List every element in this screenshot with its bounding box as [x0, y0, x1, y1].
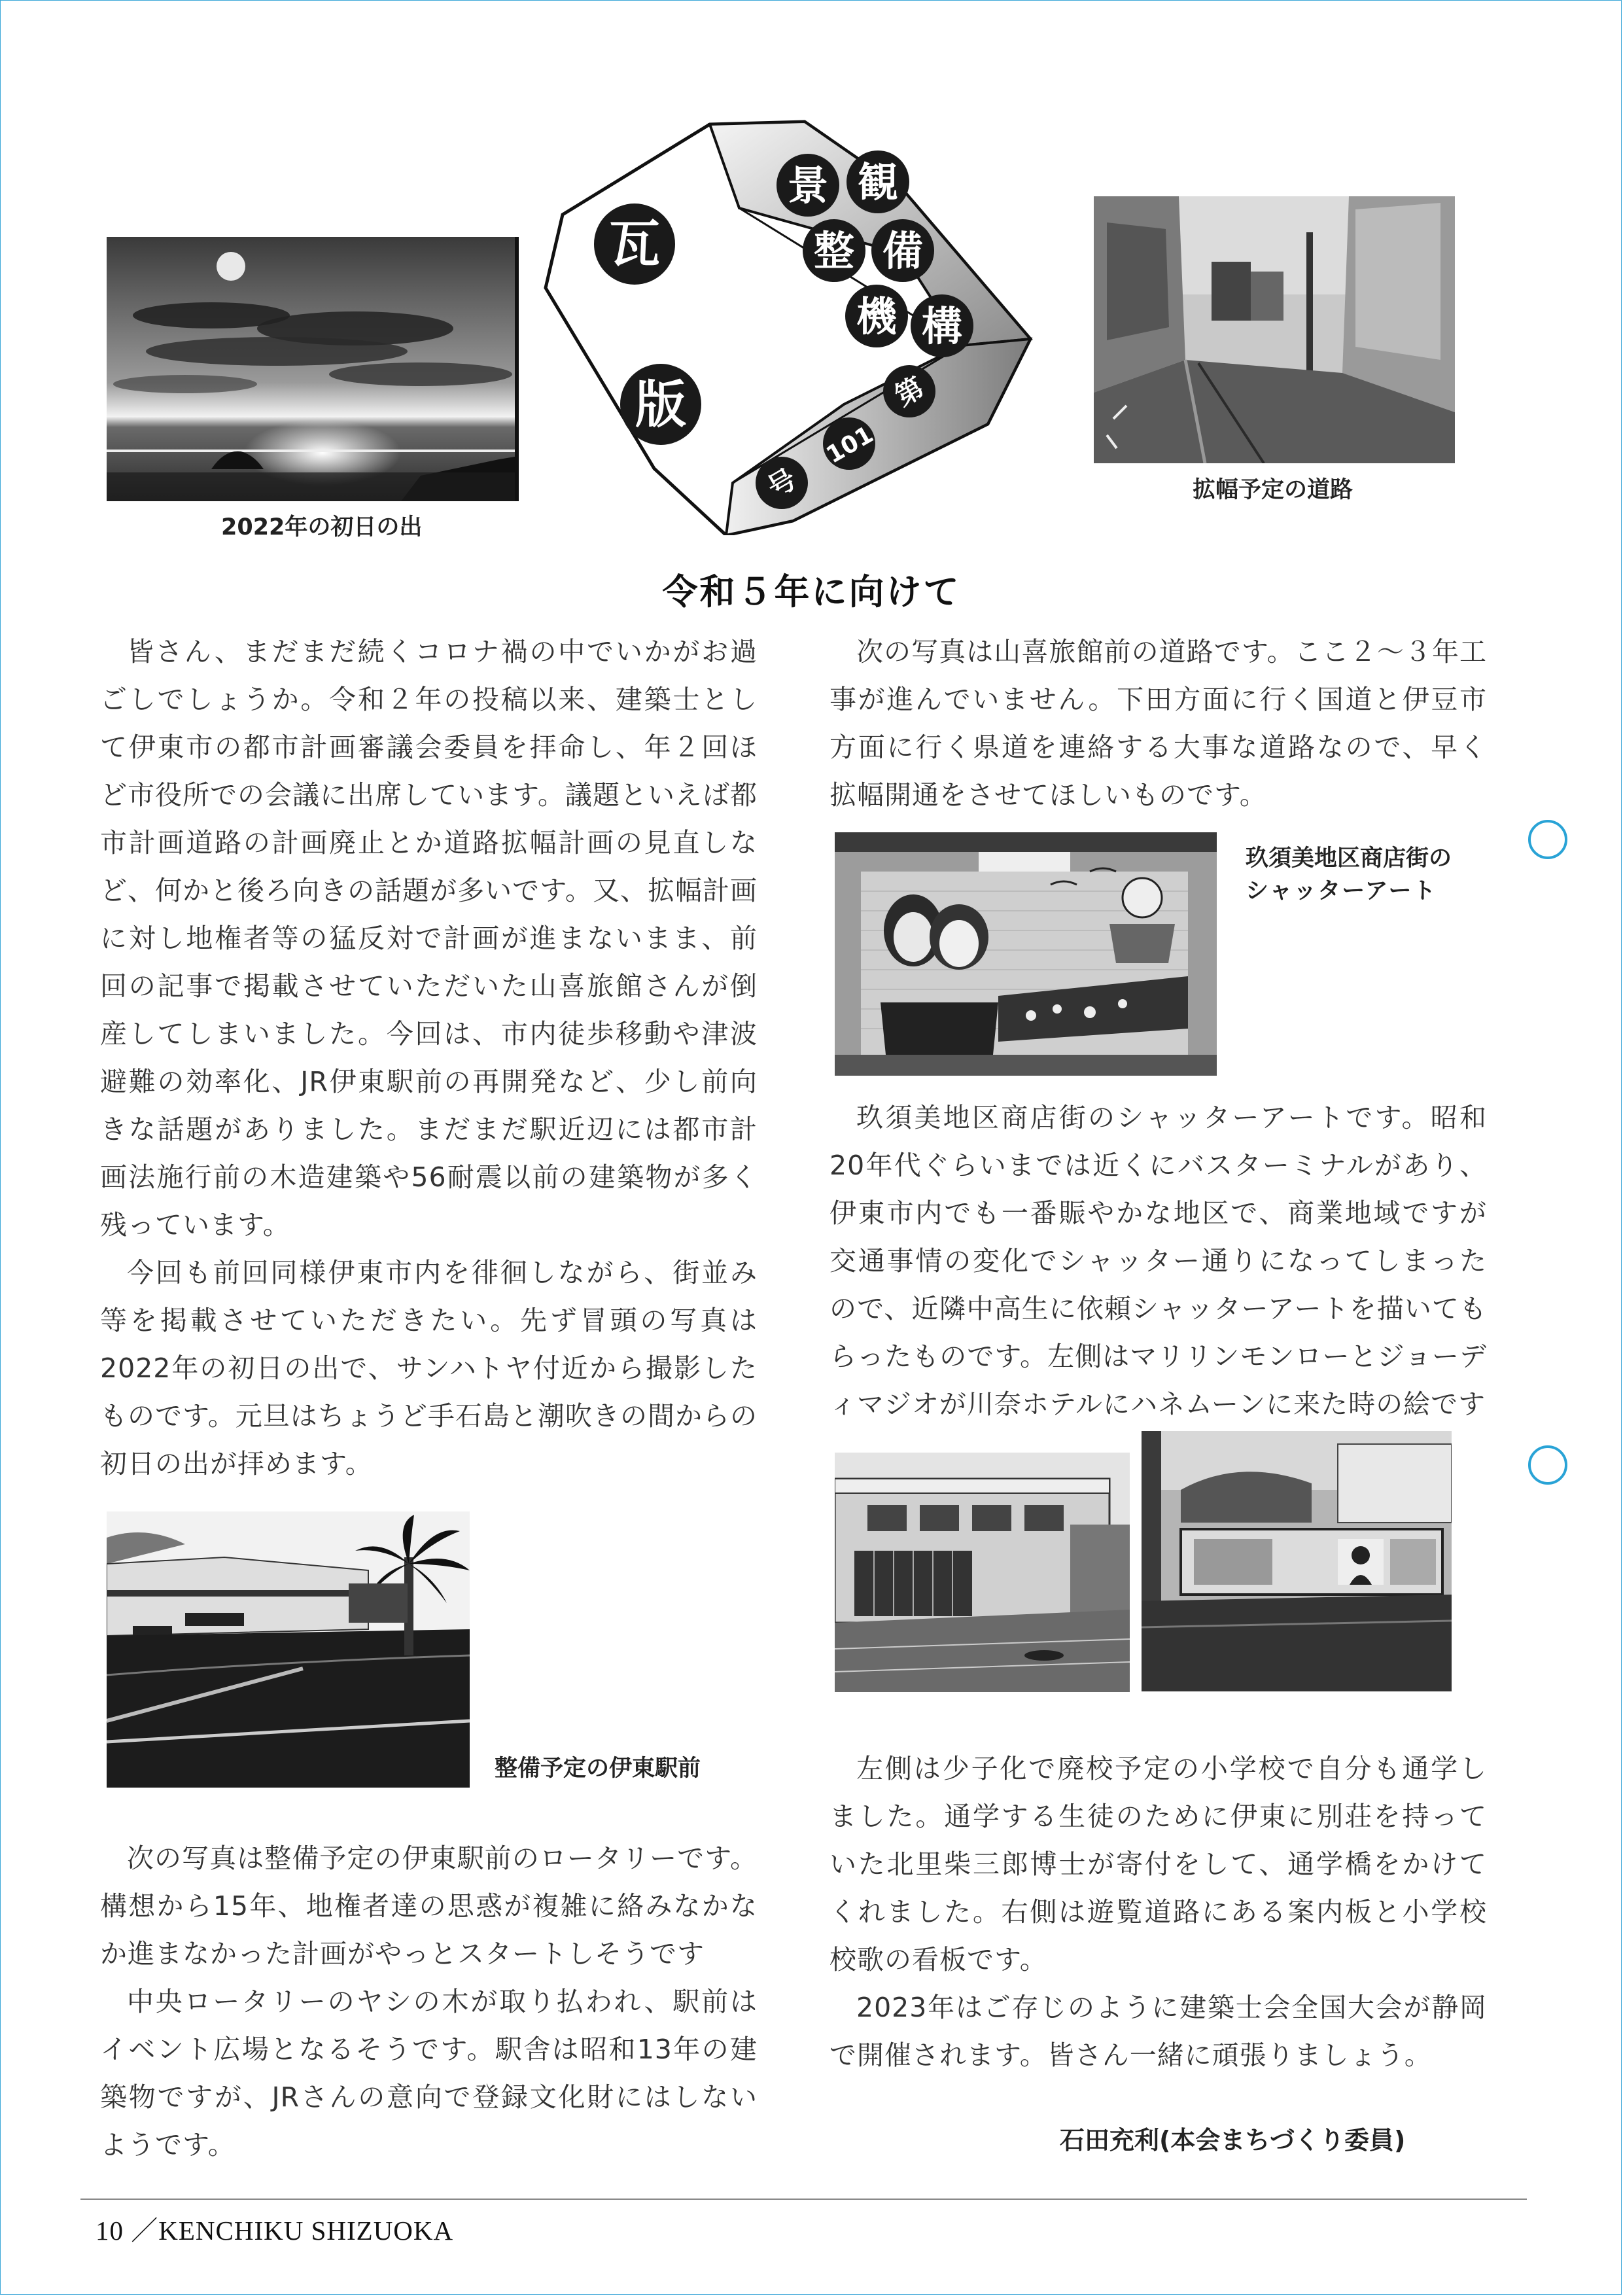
footer-rule — [80, 2199, 1527, 2200]
right-paragraph-4: 2023年はご存じのように建築士会全国大会が静岡で開催されます。皆さん一緒に頑張りましょう。 — [829, 1992, 1487, 2071]
left-paragraph-2: 今回も前回同様伊東市内を徘徊しながら、街並み等を掲載させていただきたい。先ず冒頭の写真は2022年の初日の出で、サンハトヤ付近から撮影したものです。元旦はちょうど手石島と潮吹きの間からの初日の出が拝めます。 — [100, 1257, 758, 1479]
shutter-caption-line-2: シャッターアート — [1246, 878, 1437, 904]
right-paragraph-2: 玖須美地区商店街のシャッターアートです。昭和20年代ぐらいまでは近くにバスターミナルがあり、伊東市内でも一番賑やかな地区で、商業地域ですが交通事情の変化でシャッター通りになってしまったので、近隣中高生に依頼シャッターアートを描いてもらったものです。左側はマリリンモンローとジョーディマジオが川奈ホテルにハネムーンに来た時の絵です — [829, 1102, 1487, 1420]
sunrise-caption: 2022年の初日の出 — [221, 514, 423, 540]
kawaraban-logo — [536, 116, 1034, 535]
logo-char-4: 備 — [882, 227, 924, 275]
page-number: 10 — [96, 2216, 124, 2246]
station-photo — [107, 1511, 470, 1788]
magazine-name: KENCHIKU SHIZUOKA — [158, 2216, 454, 2246]
logo-char-ban: 版 — [635, 376, 687, 434]
logo-issue-go: 号 — [761, 462, 802, 504]
logo-char-3: 整 — [813, 227, 855, 275]
road-photo — [1094, 196, 1455, 463]
right-paragraph-3: 左側は少子化で廃校予定の小学校で自分も通学しました。通学する生徒のために伊東に別荘を持っていた北里柴三郎博士が寄付をして、通学橋をかけてくれました。右側は遊覧道路にある案内板と小学校校歌の看板です。 — [829, 1753, 1487, 1975]
left-column-bottom — [100, 1835, 758, 2169]
logo-issue-dai: 第 — [889, 370, 930, 413]
logo-char-2: 観 — [857, 158, 899, 206]
logo-char-kawara: 瓦 — [608, 215, 661, 274]
road-caption: 拡幅予定の道路 — [1193, 477, 1353, 503]
left-paragraph-3: 次の写真は整備予定の伊東駅前のロータリーです。構想から15年、地権者達の思惑が複雑に絡みなかなか進まなかった計画がやっとスタートしそうです — [100, 1843, 758, 1969]
binder-ring-bottom — [1528, 1445, 1567, 1485]
left-paragraph-1: 皆さん、まだまだ続くコロナ禍の中でいかがお過ごしでしょうか。令和２年の投稿以来、建築士として伊東市の都市計画審議会委員を拝命し、年２回ほど市役所での会議に出席しています。議題といえば都市計画道路の計画廃止とか道路拡幅計画の見直しなど、何かと後ろ向きの話題が多いです。又、拡幅計画に対し地権者等の猛反対で計画が進まないまま、前回の記事で掲載させていただいた山喜旅館さんが倒産してしまいました。今回は、市内徒歩移動や津波避難の効率化、JR伊東駅前の再開発など、少し前向きな話題がありました。まだまだ駅近辺には都市計画法施行前の木造建築や56耐震以前の建築物が多く残っています。 — [100, 636, 758, 1241]
logo-char-1: 景 — [787, 162, 829, 209]
logo-char-6: 構 — [921, 302, 963, 350]
author-credit: 石田充利(本会まちづくり委員) — [1060, 2126, 1406, 2155]
shutter-caption-line-1: 玖須美地区商店街の — [1246, 845, 1452, 872]
right-column-bottom — [829, 1745, 1487, 2079]
footer-separator: ／ — [131, 2216, 159, 2246]
right-paragraph-1: 次の写真は山喜旅館前の道路です。ここ２～３年工事が進んでいません。下田方面に行く国道と伊豆市方面に行く県道を連絡する大事な道路なので、早く拡幅開通をさせてほしいものです。 — [829, 636, 1487, 811]
school-photo — [835, 1453, 1130, 1692]
sunrise-photo — [107, 237, 519, 501]
logo-issue-number: 101 — [822, 421, 879, 469]
station-caption: 整備予定の伊東駅前 — [495, 1756, 701, 1782]
shutter-art-photo — [835, 832, 1217, 1076]
right-column-middle — [829, 1094, 1487, 1428]
right-column-top — [829, 628, 1487, 819]
left-paragraph-4: 中央ロータリーのヤシの木が取り払われ、駅前はイベント広場となるそうです。駅舎は昭和13年の建築物ですが、JRさんの意向で登録文化財にはしないようです。 — [100, 1986, 758, 2161]
binder-ring-top — [1528, 820, 1567, 859]
guide-board-photo — [1142, 1431, 1452, 1691]
article-title: 令和５年に向けて — [662, 571, 961, 612]
left-column-top — [100, 628, 758, 1488]
logo-char-5: 機 — [856, 292, 898, 340]
page-footer — [96, 2209, 453, 2248]
